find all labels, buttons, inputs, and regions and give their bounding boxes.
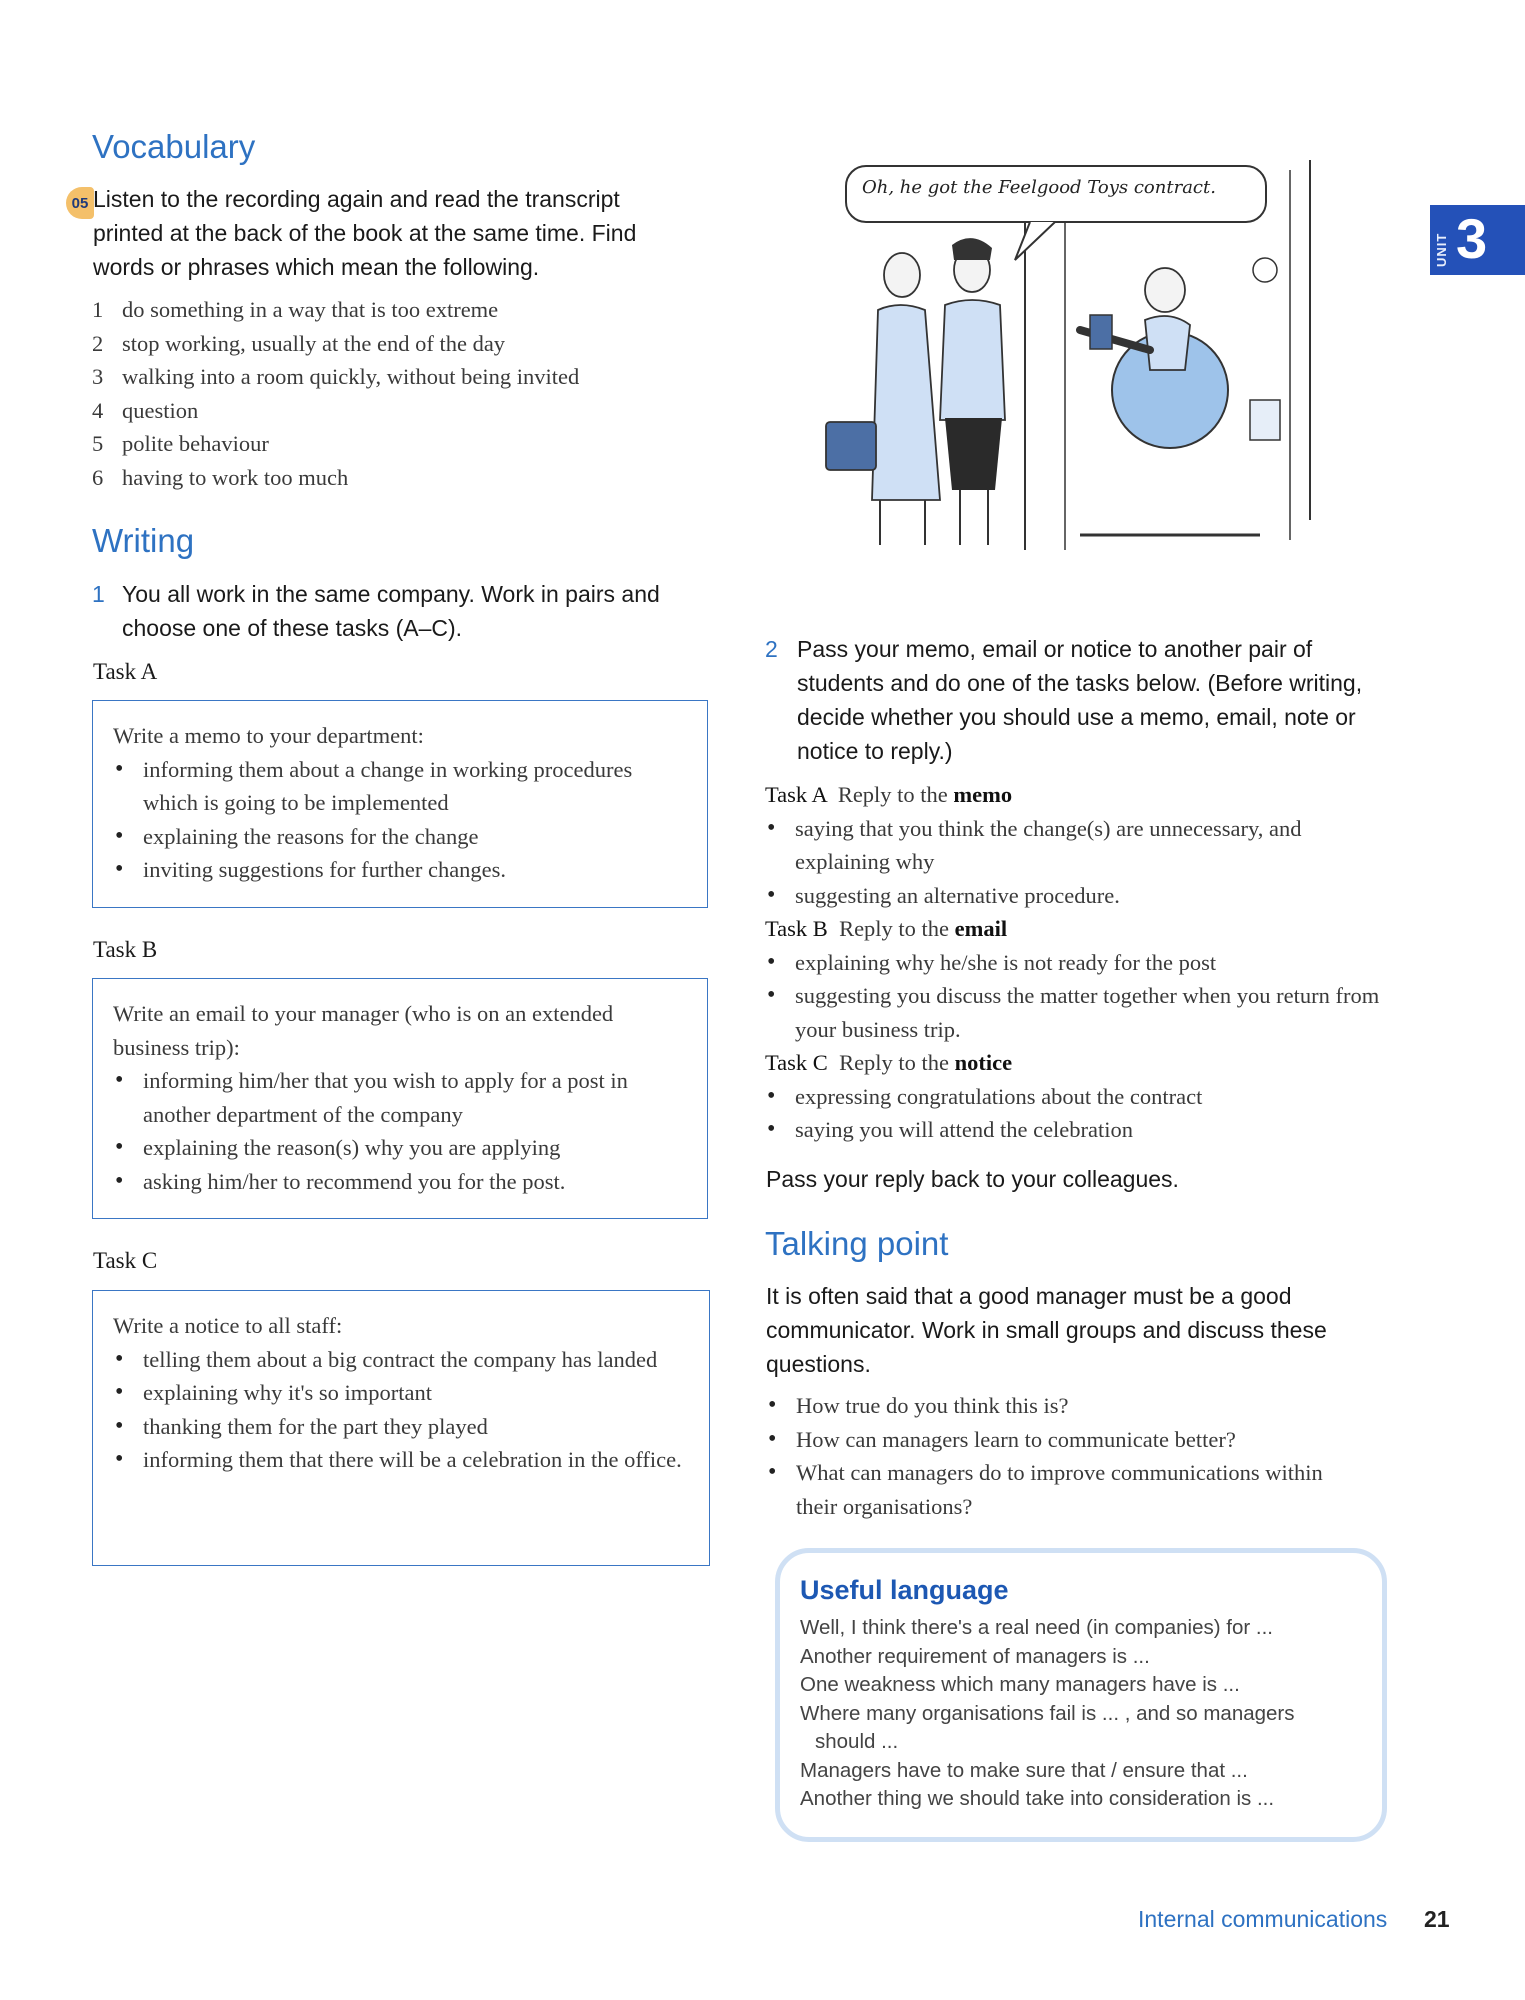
writing-heading: Writing <box>92 522 195 559</box>
useful-language-lines <box>800 1614 1360 1814</box>
task-b-intro: Write an email to your manager (who is on an extended business trip): <box>113 1001 614 1060</box>
reply-task-a-heading: Task A Reply to the memo <box>765 782 1013 807</box>
list-item: • suggesting you discuss the matter together when you return from your business trip. <box>765 979 1395 1046</box>
list-item: • asking him/her to recommend you for the post. <box>113 1165 691 1199</box>
list-item: • expressing congratulations about the contract <box>765 1080 1395 1114</box>
list-item: 2 stop working, usually at the end of the day <box>92 330 506 356</box>
task-a-box <box>92 700 708 908</box>
list-item: 5 polite behaviour <box>92 431 269 456</box>
list-item: 6 having to work too much <box>92 464 349 490</box>
list-item: • How true do you think this is? <box>766 1389 1366 1423</box>
exercise-1-text: You all work in the same company. Work in pairs and choose one of these tasks (A–C). <box>122 581 660 641</box>
list-item: 3 walking into a room quickly, without being invited <box>92 364 580 389</box>
footer-section-title: Internal communications <box>1138 1906 1388 1932</box>
task-b-box <box>92 978 708 1219</box>
audio-track-badge[interactable]: 05 <box>66 187 94 219</box>
list-item: • informing him/her that you wish to apply for a post in another department of the company <box>113 1064 691 1131</box>
list-item: • suggesting an alternative procedure. <box>765 879 1395 913</box>
list-item: • explaining why he/she is not ready for the post <box>765 946 1395 980</box>
list-item: • thanking them for the part they played <box>113 1410 693 1444</box>
exercise-number: 2 <box>765 636 778 662</box>
list-item: 4 question <box>92 397 199 423</box>
unit-label: UNIT <box>1434 232 1449 267</box>
list-item: • explaining the reasons for the change <box>113 820 691 854</box>
list-item: Another requirement of managers is ... <box>800 1644 1150 1668</box>
task-b-label: Task B <box>93 937 158 962</box>
cartoon-drawing <box>780 160 1340 560</box>
writing-exercise-1 <box>92 577 712 645</box>
reply-tasks <box>765 778 1395 1147</box>
task-b-bullets <box>113 1064 691 1198</box>
list-item: Where many organisations fail is ... , and so managers should ... <box>800 1701 1295 1753</box>
task-c-label: Task C <box>93 1248 158 1273</box>
page-number: 21 <box>1424 1906 1450 1932</box>
task-a-label: Task A <box>93 659 158 684</box>
list-item: • informing them about a change in working procedures which is going to be implemented <box>113 753 691 820</box>
list-item: • explaining the reason(s) why you are applying <box>113 1131 691 1165</box>
list-item: 1 do something in a way that is too extreme <box>92 297 499 322</box>
vocabulary-heading: Vocabulary <box>92 128 256 165</box>
useful-language-box <box>775 1548 1387 1842</box>
list-item: • informing them that there will be a celebration in the office. <box>113 1443 693 1477</box>
cartoon-speech-text: Oh, he got the Feelgood Toys contract. <box>862 177 1216 198</box>
reply-task-b-heading: Task B Reply to the email <box>765 916 1008 941</box>
list-item: • telling them about a big contract the company has landed <box>113 1343 693 1377</box>
unit-number: 3 <box>1456 207 1488 270</box>
list-item: Another thing we should take into consideration is ... <box>800 1787 1275 1810</box>
list-item: One weakness which many managers have is ... <box>800 1673 1240 1696</box>
reply-task-a-bullets <box>765 812 1395 913</box>
list-item: • saying that you think the change(s) are unnecessary, and explaining why <box>765 812 1395 879</box>
exercise-number: 1 <box>92 581 105 607</box>
vocabulary-instruction: Listen to the recording again and read the transcript printed at the back of the book at the same time. Find words or phrases which mean the following. <box>93 186 637 280</box>
talking-point-heading: Talking point <box>765 1225 949 1262</box>
list-item: • What can managers do to improve communications within their organisations? <box>766 1456 1366 1523</box>
list-item: • saying you will attend the celebration <box>765 1113 1395 1147</box>
list-item: • explaining why it's so important <box>113 1376 693 1410</box>
list-item: Well, I think there's a real need (in companies) for ... <box>800 1616 1273 1639</box>
writing-exercise-2 <box>765 632 1395 768</box>
reply-task-b-bullets <box>765 946 1395 1047</box>
talking-point-intro: It is often said that a good manager must be a good communicator. Work in small groups and discuss these questions. <box>766 1283 1327 1377</box>
task-a-intro: Write a memo to your department: <box>113 723 424 748</box>
exercise-2-text: Pass your memo, email or notice to another pair of students and do one of the tasks below. (Before writing, decide whether you should use a memo, email, note or notice to reply.) <box>797 636 1363 764</box>
task-a-bullets <box>113 753 691 887</box>
reply-task-c-heading: Task C Reply to the notice <box>765 1050 1013 1075</box>
talking-point-questions <box>766 1389 1366 1523</box>
vocabulary-list <box>92 293 712 494</box>
task-c-bullets <box>113 1343 693 1477</box>
task-c-box <box>92 1290 710 1566</box>
unit-tab[interactable] <box>1430 205 1525 275</box>
reply-task-c-bullets <box>765 1080 1395 1147</box>
list-item: • inviting suggestions for further changes. <box>113 853 691 887</box>
list-item: • How can managers learn to communicate better? <box>766 1423 1366 1457</box>
task-c-intro: Write a notice to all staff: <box>113 1313 343 1338</box>
cartoon-illustration <box>780 160 1340 560</box>
useful-language-title: Useful language <box>800 1575 1009 1605</box>
exercise-2-closing: Pass your reply back to your colleagues. <box>766 1166 1179 1192</box>
list-item: Managers have to make sure that / ensure that ... <box>800 1758 1248 1782</box>
